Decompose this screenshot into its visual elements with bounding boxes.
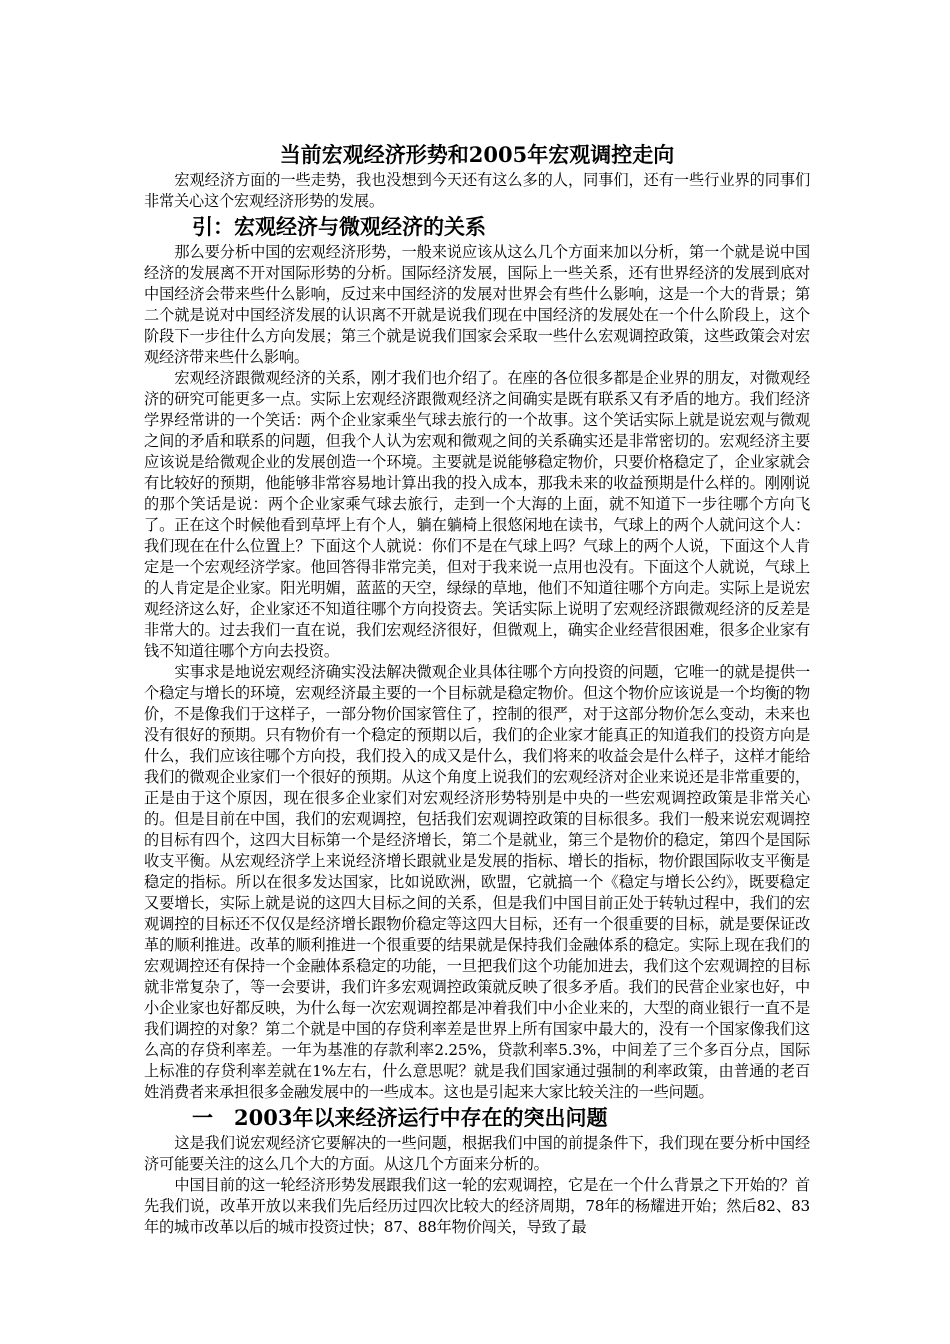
body-paragraph: 宏观经济跟微观经济的关系，刚才我们也介绍了。在座的各位很多都是企业界的朋友，对微观经济的研究可能更多一点。实际上宏观经济跟微观经济之间确实是既有联系又有矛盾的地方。我们经济学界经常讲的一个笑话：两个企业家乘坐气球去旅行的一个故事。这个笑话实际上就是说宏观与微观之间的矛盾和联系的问题，但我个人认为宏观和微观之间的关系确实还是非常密切的。宏观经济主要应该说是给微观企业的发展创造一个环境。主要就是说能够稳定物价，只要价格稳定了，企业家就会有比较好的预期，他能够非常容易地计算出我的投入成本，那我未来的收益预期是什么样的。刚刚说的那个笑话是说：两个企业家乘气球去旅行，走到一个大海的上面，就不知道下一步往哪个方向飞了。正在这个时候他看到草坪上有个人，躺在躺椅上很悠闲地在读书，气球上的两个人就问这个人：我们现在在什么位置上？下面这个人就说：你们不是在气球上吗？气球上的两个人说，下面这个人肯定是一个宏观经济学家。他回答得非常完美，但对于我来说一点用也没有。下面这个人就说，气球上的人肯定是企业家。阳光明媚，蓝蓝的天空，绿绿的草地，他们不知道往哪个方向走。实际上是说宏观经济这么好，企业家还不知道往哪个方向投资去。笑话实际上说明了宏观经济跟微观经济的反差是非常大的。过去我们一直在说，我们宏观经济很好，但微观上，确实企业经营很困难，很多企业家有钱不知道往哪个方向去投资。 [144, 369, 810, 660]
intro-paragraph: 宏观经济方面的一些走势，我也没想到今天还有这么多的人，同事们，还有一些行业界的同事们非常关心这个宏观经济形势的发展。 [144, 171, 810, 210]
section-heading-intro: 引：宏观经济与微观经济的关系 [192, 214, 486, 239]
body-paragraph: 这是我们说宏观经济它要解决的一些问题，根据我们中国的前提条件下，我们现在要分析中国经济可能要关注的这么几个大的方面。从这几个方面来分析的。 [144, 1134, 810, 1173]
document-page [144, 140, 810, 1238]
body-paragraph: 实事求是地说宏观经济确实没法解决微观企业具体往哪个方向投资的问题，它唯一的就是提供一个稳定与增长的环境，宏观经济最主要的一个目标就是稳定物价。但这个物价应该说是一个均衡的物价，不是像我们于这样子，一部分物价国家管住了，控制的很严，对于这部分物价怎么变动，未来也没有很好的预期。只有物价有一个稳定的预期以后，我们的企业家才能真正的知道我们的投资方向是什么，我们应该往哪个方向投，我们投入的成又是什么，我们将来的收益会是什么样子，这样才能给我们的微观企业家们一个很好的预期。从这个角度上说我们的宏观经济对企业来说还是非常重要的，正是由于这个原因，现在很多企业家们对宏观经济形势特别是中央的一些宏观调控政策是非常关心的。但是目前在中国，我们的宏观调控，包括我们宏观调控政策的目标很多。我们一般来说宏观调控的目标有四个，这四大目标第一个是经济增长，第二个是就业，第三个是物价的稳定，第四个是国际收支平衡。从宏观经济学上来说经济增长跟就业是发展的指标、增长的指标，物价跟国际收支平衡是稳定的指标。所以在很多发达国家，比如说欧洲，欧盟，它就搞一个《稳定与增长公约》，既要稳定又要增长，实际上就是说的这四大目标之间的关系，但是我们中国目前正处于转轨过程中，我们的宏观调控的目标还不仅仅是经济增长跟物价稳定等这四大目标，还有一个很重要的目标，就是要保证改革的顺利推进。改革的顺利推进一个很重要的结果就是保持我们金融体系的稳定。实际上现在我们的宏观调控还有保持一个金融体系稳定的功能，一旦把我们这个功能加进去，我们这个宏观调控的目标就非常复杂了，等一会要讲，我们许多宏观调控政策就反映了很多矛盾。我们的民营企业家也好，中小企业家也好都反映，为什么每一次宏观调控都是冲着我们中小企业来的，大型的商业银行一直不是我们调控的对象？第二个就是中国的存贷利率差是世界上所有国家中最大的，没有一个国家像我们这么高的存贷利率差。一年为基准的存款利率2.25%，贷款利率5.3%，中间差了三个多百分点，国际上标准的存贷利率差就在1%左右，什么意思呢？就是我们国家通过强制的利率政策，由普通的老百姓消费者来承担很多金融发展中的一些成本。这也是引起来大家比较关注的一些问题。 [144, 663, 810, 1101]
section-heading-one: 一 2003年以来经济运行中存在的突出问题 [192, 1105, 608, 1130]
body-paragraph: 那么要分析中国的宏观经济形势，一般来说应该从这么几个方面来加以分析，第一个就是说中国经济的发展离不开对国际形势的分析。国际经济发展，国际上一些关系，还有世界经济的发展到底对中国经济会带来些什么影响，反过来中国经济的发展对世界会有些什么影响，这是一个大的背景；第二个就是说对中国经济发展的认识离不开就是说我们现在中国经济的发展处在一个什么阶段上，这个阶段下一步往什么方向发展；第三个就是说我们国家会采取一些什么宏观调控政策，这些政策会对宏观经济带来些什么影响。 [144, 243, 810, 366]
document-title: 当前宏观经济形势和2005年宏观调控走向 [279, 142, 675, 167]
body-paragraph: 中国目前的这一轮经济形势发展跟我们这一轮的宏观调控，它是在一个什么背景之下开始的？首先我们说，改革开放以来我们先后经历过四次比较大的经济周期，78年的杨耀进开始；然后82、83年的城市改革以后的城市投资过快；87、88年物价闯关，导致了最 [144, 1176, 810, 1236]
